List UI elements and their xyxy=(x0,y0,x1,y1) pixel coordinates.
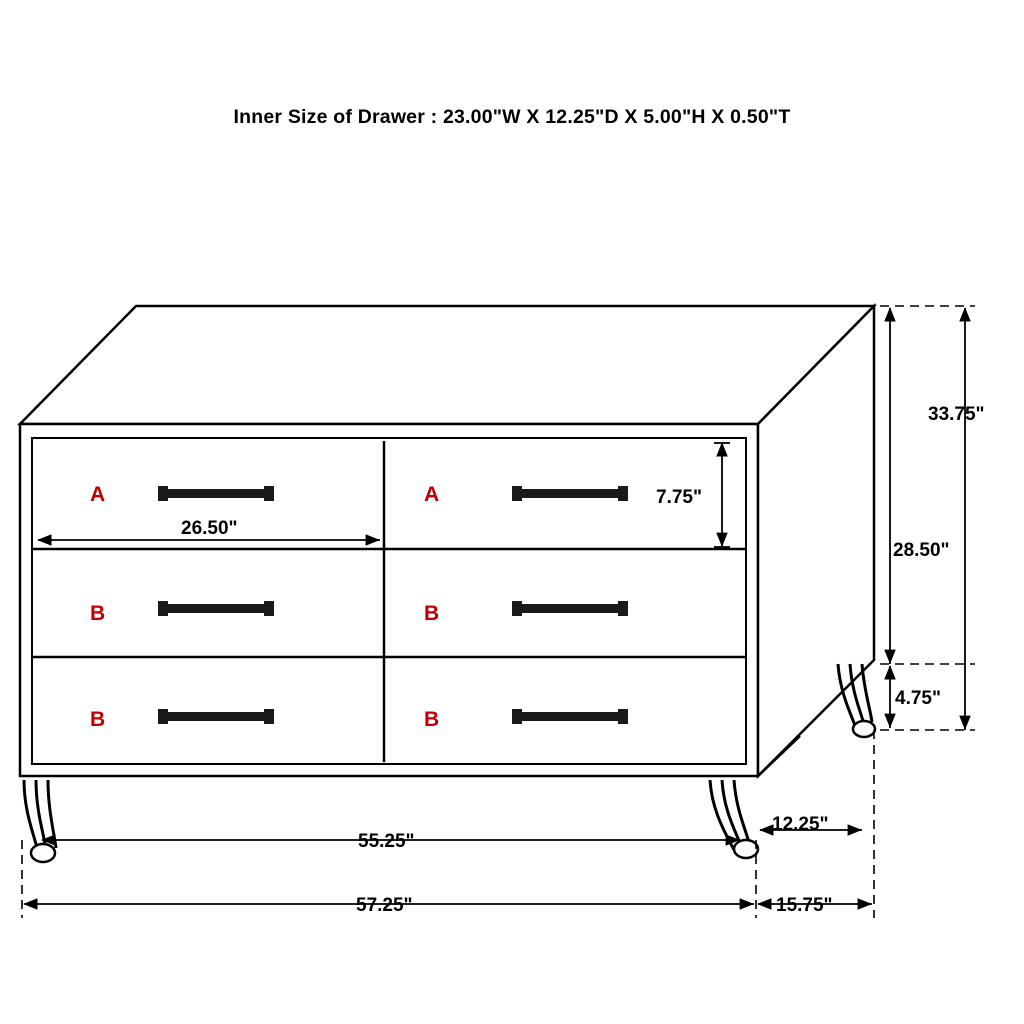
leg-front-left-foot xyxy=(31,844,55,862)
drawer-bottom-left-face[interactable] xyxy=(36,660,380,760)
drawer-middle-right-label: B xyxy=(424,602,440,625)
leg-rear-right-inner xyxy=(862,664,872,722)
dim-label-cabinet-width: 55.25" xyxy=(358,831,415,852)
leg-front-left-inner xyxy=(48,780,56,848)
drawer-bottom-right-label: B xyxy=(424,708,440,731)
drawer-middle-right[interactable] xyxy=(389,552,743,653)
dimension-cabinet-width xyxy=(42,831,740,852)
drawer-bottom-left-label: B xyxy=(90,708,106,731)
dim-label-drawer-width: 26.50" xyxy=(181,518,238,539)
drawer-middle-right-face[interactable] xyxy=(389,552,743,653)
dim-label-side-depth: 12.25" xyxy=(772,814,829,835)
leg-front-right-foot xyxy=(734,840,758,858)
drawer-bottom-right-face[interactable] xyxy=(389,660,743,760)
dim-label-leg-height: 4.75" xyxy=(895,688,941,709)
drawer-bottom-right[interactable] xyxy=(389,660,743,760)
dim-label-overall-width: 57.25" xyxy=(356,895,413,916)
dim-label-overall-depth: 15.75" xyxy=(776,895,833,916)
dim-label-overall-height: 33.75" xyxy=(928,404,985,425)
drawer-bottom-left[interactable] xyxy=(36,660,380,760)
dimension-overall-height xyxy=(880,306,985,730)
dim-label-drawer-height: 7.75" xyxy=(656,487,702,508)
dimension-cabinet-height xyxy=(890,308,950,664)
drawer-middle-left[interactable] xyxy=(36,552,380,653)
drawer-top-left-label: A xyxy=(90,483,106,506)
drawer-top-right-label: A xyxy=(424,483,440,506)
dimension-side-depth xyxy=(760,814,862,835)
drawer-middle-left-label: B xyxy=(90,602,106,625)
drawer-grid xyxy=(33,441,745,762)
cabinet-top-surface xyxy=(20,306,874,424)
page-title: Inner Size of Drawer : 23.00"W X 12.25"D X 5.00"H X 0.50"T xyxy=(233,106,791,128)
dimension-leg-height xyxy=(880,664,975,730)
leg-rear-right-foot xyxy=(853,721,875,737)
drawer-middle-left-face[interactable] xyxy=(36,552,380,653)
dim-label-cabinet-height: 28.50" xyxy=(893,540,950,561)
